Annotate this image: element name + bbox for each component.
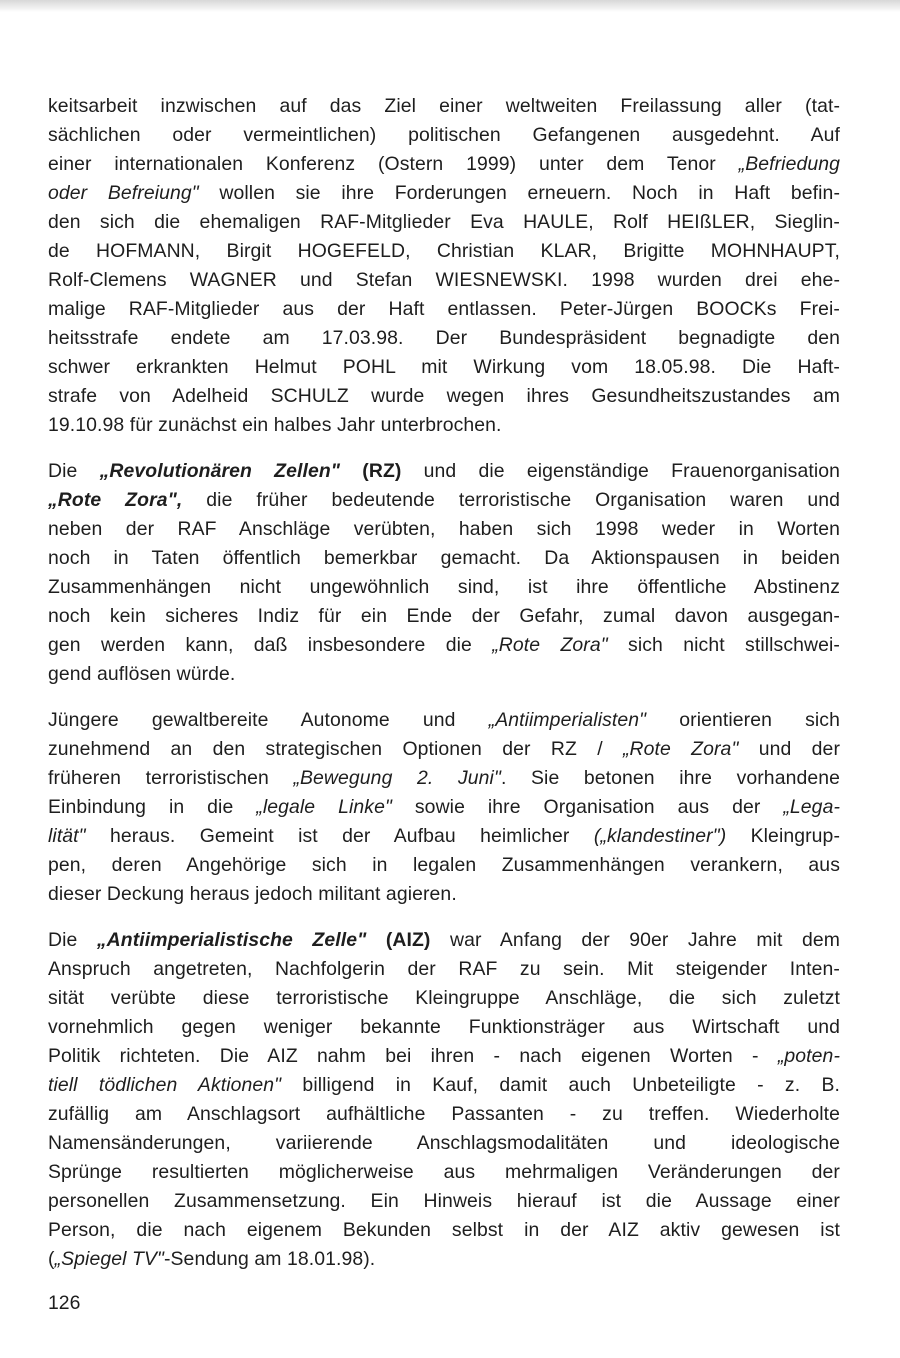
text-line — [48, 735, 840, 764]
emphasized-text: „Befriedung — [738, 153, 840, 175]
text-run: billigend in Kauf, damit auch Unbeteiligte - z. B. — [281, 1074, 840, 1096]
paragraph — [48, 926, 840, 1274]
text-run: früheren terroristischen — [48, 767, 294, 789]
text-run: gen werden kann, daß insbesondere die — [48, 634, 493, 656]
emphasized-text: „Bewegung 2. Juni" — [293, 767, 501, 789]
page-number: 126 — [48, 1292, 81, 1314]
text-run: wollen sie ihre Forderungen erneuern. Noch in Haft befin- — [198, 182, 840, 204]
text-line — [48, 353, 840, 382]
text-run: den sich die ehemaligen RAF-Mitglieder Eva HAULE, Rolf HEIßLER, Sieglin- — [48, 211, 840, 233]
emphasized-text: „Antiimperialistische Zelle" — [96, 929, 367, 951]
text-line — [48, 486, 840, 515]
text-line — [48, 1071, 840, 1100]
emphasized-text: lität" — [48, 825, 86, 847]
text-run: Anspruch angetreten, Nachfolgerin der RAF zu sein. Mit steigender Inten- — [48, 958, 840, 980]
text-line — [48, 984, 840, 1013]
emphasized-text: „Revolutionären Zellen" — [99, 460, 341, 482]
text-run: und die eigenständige Frauenorganisation — [401, 460, 841, 482]
text-line — [48, 457, 840, 486]
emphasized-text: „Antiimperialisten" — [488, 709, 647, 731]
text-line — [48, 208, 840, 237]
text-line — [48, 660, 840, 689]
emphasized-text: „Lega- — [783, 796, 841, 818]
text-run: pen, deren Angehörige sich in legalen Zusammenhängen verankern, aus — [48, 854, 840, 876]
text-line — [48, 179, 840, 208]
text-run: personellen Zusammensetzung. Ein Hinweis hierauf ist die Aussage einer — [48, 1190, 840, 1212]
text-run: schwer erkrankten Helmut POHL mit Wirkung vom 18.05.98. Die Haft- — [48, 356, 840, 378]
emphasized-text: „legale Linke" — [256, 796, 392, 818]
text-line — [48, 1245, 840, 1274]
emphasized-text: „Rote Zora", — [48, 489, 183, 511]
text-run: sität verübte diese terroristische Kleingruppe Anschläge, die sich zuletzt — [48, 987, 840, 1009]
text-line — [48, 150, 840, 179]
text-line — [48, 793, 840, 822]
text-line — [48, 295, 840, 324]
emphasized-text: („klandestiner") — [593, 825, 727, 847]
text-run: . Sie betonen ihre vorhandene — [500, 767, 840, 789]
text-run: zunehmend an den strategischen Optionen der RZ / — [48, 738, 623, 760]
text-run: Sprünge resultierten möglicherweise aus mehrmaligen Veränderungen der — [48, 1161, 840, 1183]
text-line — [48, 926, 840, 955]
text-run: war Anfang der 90er Jahre mit dem — [430, 929, 840, 951]
text-line — [48, 1042, 840, 1071]
text-line — [48, 880, 840, 909]
text-run: Die — [48, 929, 97, 951]
text-line — [48, 382, 840, 411]
text-run: Person, die nach eigenem Bekunden selbst in der AIZ aktiv gewesen ist — [48, 1219, 840, 1241]
scan-edge — [0, 0, 900, 12]
emphasized-text: (AIZ) — [366, 929, 431, 951]
text-run: 19.10.98 für zunächst ein halbes Jahr unterbrochen. — [48, 414, 502, 436]
text-run: Kleingrup- — [726, 825, 840, 847]
text-run: -Sendung am 18.01.98). — [163, 1248, 376, 1270]
text-line — [48, 121, 840, 150]
text-run: und der — [738, 738, 840, 760]
text-run: strafe von Adelheid SCHULZ wurde wegen ihres Gesundheitszustandes am — [48, 385, 840, 407]
emphasized-text: „Spiegel TV" — [54, 1248, 164, 1270]
text-run: sowie ihre Organisation aus der — [391, 796, 784, 818]
paragraph — [48, 706, 840, 909]
text-run: de HOFMANN, Birgit HOGEFELD, Christian KLAR, Brigitte MOHNHAUPT, — [48, 240, 840, 262]
text-line — [48, 411, 840, 440]
text-line — [48, 1100, 840, 1129]
text-line — [48, 515, 840, 544]
text-line — [48, 266, 840, 295]
text-run: neben der RAF Anschläge verübten, haben sich 1998 weder in Worten — [48, 518, 840, 540]
text-line — [48, 822, 840, 851]
text-run: Rolf-Clemens WAGNER und Stefan WIESNEWSKI. 1998 wurden drei ehe- — [48, 269, 840, 291]
text-line — [48, 237, 840, 266]
paragraph — [48, 457, 840, 689]
text-run: Jüngere gewaltbereite Autonome und — [48, 709, 489, 731]
text-line — [48, 706, 840, 735]
text-line — [48, 92, 840, 121]
text-run: noch in Taten öffentlich bemerkbar gemacht. Da Aktionspausen in beiden — [48, 547, 840, 569]
text-line — [48, 544, 840, 573]
document-body — [48, 92, 840, 1291]
text-run: zufällig am Anschlagsort aufhältliche Passanten - zu treffen. Wiederholte — [48, 1103, 840, 1125]
text-run: gend auflösen würde. — [48, 663, 236, 685]
text-line — [48, 851, 840, 880]
text-run: orientieren sich — [646, 709, 840, 731]
text-run: sich nicht stillschwei- — [607, 634, 840, 656]
text-run: Politik richteten. Die AIZ nahm bei ihren - nach eigenen Worten - — [48, 1045, 778, 1067]
text-run: Zusammenhängen nicht ungewöhnlich sind, ist ihre öffentliche Abstinenz — [48, 576, 840, 598]
text-run: Namensänderungen, variierende Anschlagsmodalitäten und ideologische — [48, 1132, 840, 1154]
text-run: vornehmlich gegen weniger bekannte Funktionsträger aus Wirtschaft und — [48, 1016, 840, 1038]
emphasized-text: (RZ) — [340, 460, 402, 482]
text-run: Die — [48, 460, 100, 482]
text-line — [48, 764, 840, 793]
text-line — [48, 955, 840, 984]
paragraph — [48, 92, 840, 440]
text-line — [48, 573, 840, 602]
text-run: ( — [48, 1248, 55, 1270]
text-line — [48, 602, 840, 631]
emphasized-text: tiell tödlichen Aktionen" — [48, 1074, 282, 1096]
text-run: noch kein sicheres Indiz für ein Ende der Gefahr, zumal davon ausgegan- — [48, 605, 840, 627]
text-line — [48, 1158, 840, 1187]
text-run: dieser Deckung heraus jedoch militant agieren. — [48, 883, 457, 905]
text-line — [48, 1216, 840, 1245]
emphasized-text: „poten- — [777, 1045, 840, 1067]
text-line — [48, 324, 840, 353]
emphasized-text: oder Befreiung" — [48, 182, 199, 204]
text-run: einer internationalen Konferenz (Ostern 1999) unter dem Tenor — [48, 153, 739, 175]
text-line — [48, 1013, 840, 1042]
text-run: keitsarbeit inzwischen auf das Ziel einer weltweiten Freilassung aller (tat- — [48, 95, 840, 117]
text-run: Einbindung in die — [48, 796, 257, 818]
text-line — [48, 1187, 840, 1216]
text-line — [48, 1129, 840, 1158]
text-run: heitsstrafe endete am 17.03.98. Der Bundespräsident begnadigte den — [48, 327, 840, 349]
text-run: malige RAF-Mitglieder aus der Haft entlassen. Peter-Jürgen BOOCKs Frei- — [48, 298, 840, 320]
emphasized-text: „Rote Zora" — [622, 738, 739, 760]
text-line — [48, 631, 840, 660]
text-run: sächlichen oder vermeintlichen) politischen Gefangenen ausgedehnt. Auf — [48, 124, 840, 146]
text-run: die früher bedeutende terroristische Organisation waren und — [182, 489, 841, 511]
text-run: heraus. Gemeint ist der Aufbau heimlicher — [85, 825, 594, 847]
emphasized-text: „Rote Zora" — [492, 634, 608, 656]
